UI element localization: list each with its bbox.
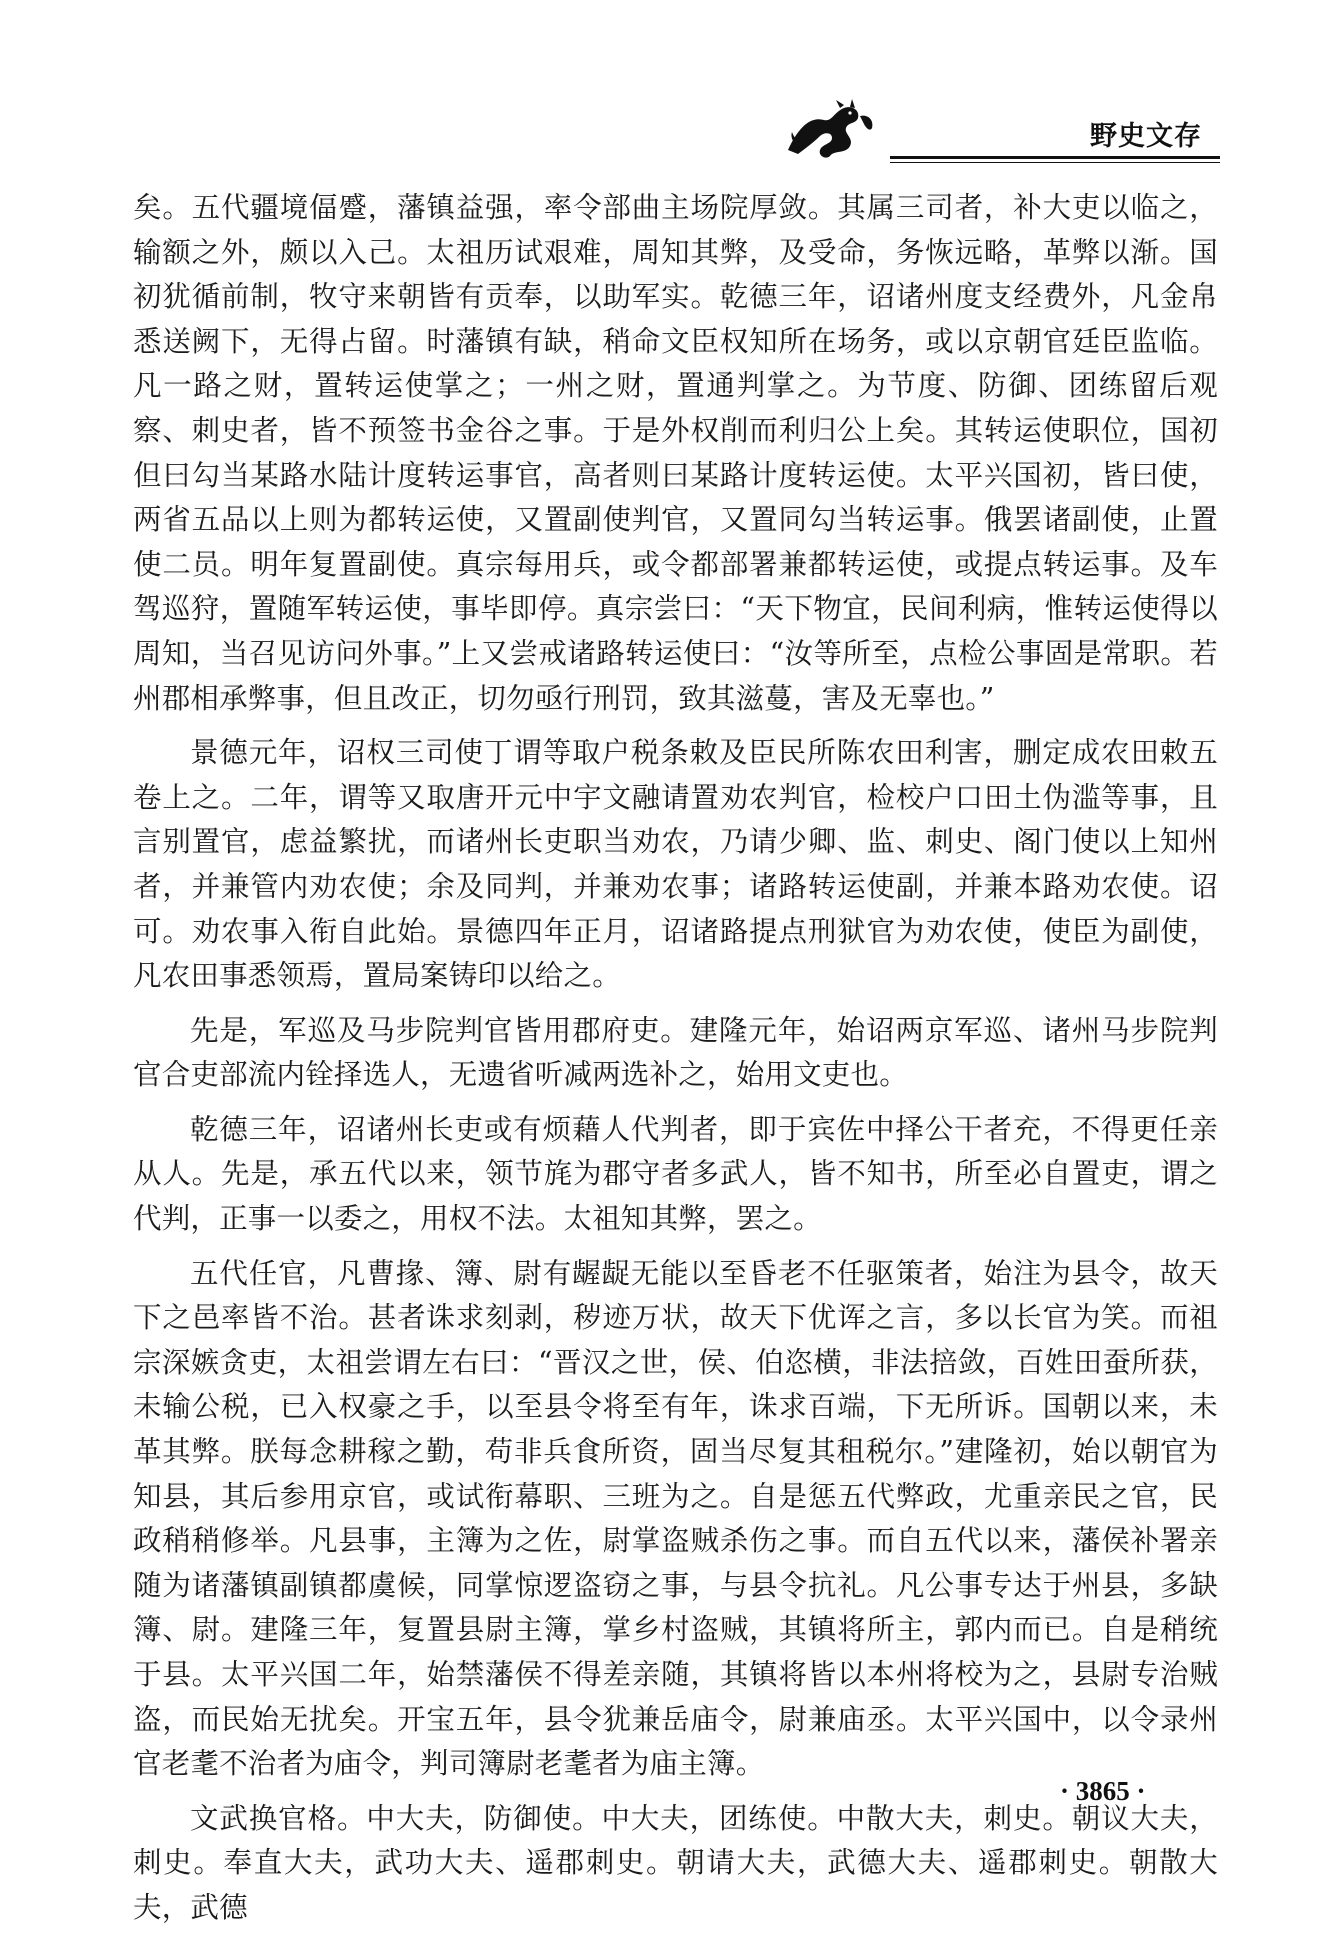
- paragraph-wudai: 五代任官，凡曹掾、簿、尉有龌龊无能以至昏老不任驱策者，始注为县令，故天下之邑率皆不治。甚者诛求刻剥，秽迹万状，故天下优诨之言，多以长官为笑。而祖宗深嫉贪吏，太祖尝谓左右曰：“晋汉之世，侯、伯恣横，非法掊敛，百姓田蚕所获，未输公税，已入权豪之手，以至县令将至有年，诛求百端，下无所诉。国朝以来，未革其弊。朕每念耕稼之勤，苟非兵食所资，固当尽复其租税尔。”建隆初，始以朝官为知县，其后参用京官，或试衔幕职、三班为之。自是惩五代弊政，尤重亲民之官，民政稍稍修举。凡县事，主簿为之佐，尉掌盗贼杀伤之事。而自五代以来，藩侯补署亲随为诸藩镇副镇都虞候，同掌惊逻盗窃之事，与县令抗礼。凡公事专达于州县，多缺簿、尉。建隆三年，复置县尉主簿，掌乡村盗贼，其镇将所主，郭内而已。自是稍统于县。太平兴国二年，始禁藩侯不得差亲随，其镇将皆以本州将校为之，县尉专治贼盗，而民始无扰矣。开宝五年，县令犹兼岳庙令，尉兼庙丞。太平兴国中，以令录州官老耄不治者为庙令，判司簿尉老耄者为庙主簿。: [133, 1256, 1218, 1781]
- dragon-emblem-icon: [780, 98, 880, 162]
- header-rule-thin: [890, 162, 1220, 163]
- header-rule: [890, 156, 1220, 159]
- paragraph-jingde: 景德元年，诏权三司使丁谓等取户税条敕及臣民所陈农田利害，删定成农田敕五卷上之。二年，谓等又取唐开元中宇文融请置劝农判官，检校户口田土伪滥等事，且言别置官，虑益繁扰，而诸州长吏职当劝农，乃请少卿、监、刺史、阁门使以上知州者，并兼管内劝农使；余及同判，并兼劝农事；诸路转运使副，并兼本路劝农使。诏可。劝农事入衔自此始。景德四年正月，诏诸路提点刑狱官为劝农使，使臣为副使，凡农田事悉领焉，置局案铸印以给之。: [133, 736, 1218, 993]
- page-header: [780, 98, 1220, 168]
- page-number: · 3865 ·: [1060, 1776, 1146, 1806]
- paragraph-wenwu: 文武换官格。中大夫，防御使。中大夫，团练使。中散大夫，刺史。朝议大夫，刺史。奉直大夫，武功大夫、遥郡刺史。朝请大夫，武德大夫、遥郡刺史。朝散大夫，武德: [133, 1801, 1218, 1924]
- paragraph-qiande: 乾德三年，诏诸州长吏或有烦藉人代判者，即于宾佐中择公干者充，不得更任亲从人。先是，承五代以来，领节旄为郡守者多武人，皆不知书，所至必自置吏，谓之代判，正事一以委之，用权不法。太祖知其弊，罢之。: [133, 1112, 1218, 1236]
- series-title: 野史文存: [1090, 121, 1202, 152]
- paragraph-continuation: 矣。五代疆境偪蹙，藩镇益强，率令部曲主场院厚敛。其属三司者，补大吏以临之，输额之外，颇以入己。太祖历试艰难，周知其弊，及受命，务恢远略，革弊以渐。国初犹循前制，牧守来朝皆有贡奉，以助军实。乾德三年，诏诸州度支经费外，凡金帛悉送阙下，无得占留。时藩镇有缺，稍命文臣权知所在场务，或以京朝官廷臣监临。凡一路之财，置转运使掌之；一州之财，置通判掌之。为节度、防御、团练留后观察、刺史者，皆不预签书金谷之事。于是外权削而利归公上矣。其转运使职位，国初但曰勾当某路水陆计度转运事官，高者则曰某路计度转运使。太平兴国初，皆曰使，两省五品以上则为都转运使，又置副使判官，又置同勾当转运事。俄罢诸副使，止置使二员。明年复置副使。真宗每用兵，或令都部署兼都转运使，或提点转运事。及车驾巡狩，置随军转运使，事毕即停。真宗尝曰：“天下物宜，民间利病，惟转运使得以周知，当召见访问外事。”上又尝戒诸路转运使曰：“汝等所至，点检公事固是常职。若州郡相承弊事，但且改正，切勿亟行刑罚，致其滋蔓，害及无辜也。”: [133, 191, 1218, 715]
- paragraph-junxun: 先是，军巡及马步院判官皆用郡府吏。建隆元年，始诏两京军巡、诸州马步院判官合吏部流内铨择选人，无遗省听减两选补之，始用文吏也。: [133, 1013, 1218, 1092]
- body-text: [133, 186, 1218, 1941]
